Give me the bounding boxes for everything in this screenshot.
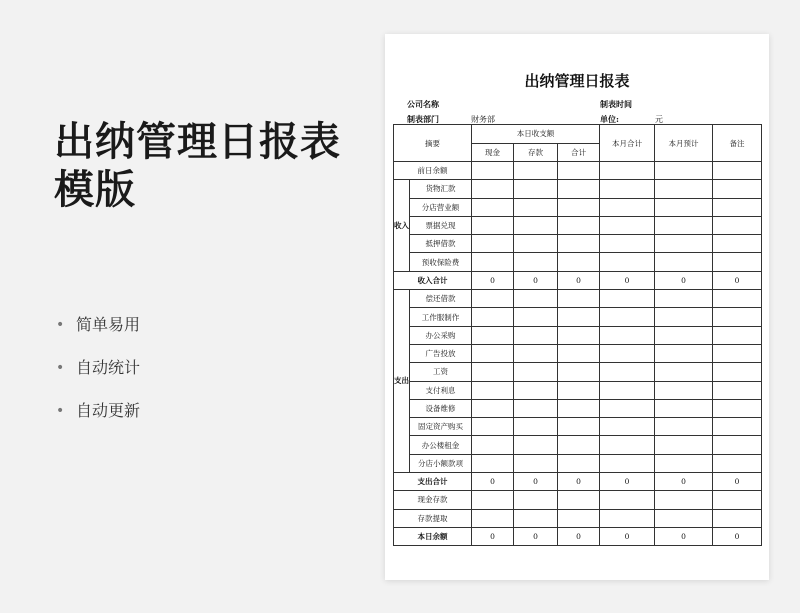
table-row <box>394 308 762 326</box>
cell-value: 0 <box>655 271 713 289</box>
bullet-icon: • <box>56 317 65 333</box>
table-row <box>394 454 762 472</box>
feature-list <box>56 312 140 441</box>
row-label: 分店营业额 <box>410 198 472 216</box>
feature-item <box>56 312 140 355</box>
cell-value: 0 <box>600 527 655 545</box>
cell-value: 0 <box>655 473 713 491</box>
feature-label: 自动更新 <box>76 401 141 420</box>
header-remark: 备注 <box>713 125 762 162</box>
table-row <box>394 363 762 381</box>
header-cash: 现金 <box>472 143 514 162</box>
cell-value: 0 <box>713 473 762 491</box>
table-row <box>394 399 762 417</box>
row-label: 本日余额 <box>394 527 472 545</box>
table-row <box>394 509 762 527</box>
expense-section-label: 支出 <box>394 290 410 473</box>
company-name-label: 公司名称 <box>407 99 439 109</box>
table-row <box>394 162 762 180</box>
cell-value: 0 <box>514 473 558 491</box>
unit-value: 元 <box>655 115 663 124</box>
row-label: 支出合计 <box>394 473 472 491</box>
header-today-group: 本日收支额 <box>472 125 600 144</box>
table-row <box>394 235 762 253</box>
row-label: 现金存款 <box>394 491 472 509</box>
header-month-budget: 本月预计 <box>655 125 713 162</box>
table-row <box>394 436 762 454</box>
cell-value: 0 <box>472 527 514 545</box>
feature-item <box>56 355 140 398</box>
row-label: 支付利息 <box>410 381 472 399</box>
row-label: 广告投放 <box>410 344 472 362</box>
row-label: 办公采购 <box>410 326 472 344</box>
row-label: 分店小额款项 <box>410 454 472 472</box>
table-row <box>394 491 762 509</box>
row-label: 预收保险费 <box>410 253 472 271</box>
cell-value: 0 <box>558 473 600 491</box>
unit-label: 单位: <box>600 114 619 124</box>
cell-value: 0 <box>600 271 655 289</box>
income-section-label: 收入 <box>394 180 410 271</box>
row-label: 固定资产购买 <box>410 418 472 436</box>
hero-title <box>54 118 341 214</box>
table-row <box>394 198 762 216</box>
cell-value: 0 <box>472 473 514 491</box>
today-balance-row <box>394 527 762 545</box>
table-row <box>394 418 762 436</box>
table-header-row <box>394 125 762 144</box>
feature-label: 简单易用 <box>76 315 141 334</box>
bullet-icon: • <box>56 403 65 419</box>
department-value: 财务部 <box>471 115 495 124</box>
cell-value: 0 <box>600 473 655 491</box>
document-page <box>385 34 769 580</box>
expense-total-row <box>394 473 762 491</box>
report-time-label: 制表时间 <box>600 99 632 109</box>
row-label: 偿还借款 <box>410 290 472 308</box>
table-row <box>394 344 762 362</box>
row-label: 工作服制作 <box>410 308 472 326</box>
feature-item <box>56 398 140 441</box>
cash-ledger-table <box>393 124 762 546</box>
row-label: 工资 <box>410 363 472 381</box>
cell-value: 0 <box>713 527 762 545</box>
cell-value: 0 <box>558 271 600 289</box>
feature-label: 自动统计 <box>76 358 141 377</box>
table-row <box>394 180 762 198</box>
row-label: 办公楼租金 <box>410 436 472 454</box>
header-month-total: 本月合计 <box>600 125 655 162</box>
cell-value: 0 <box>472 271 514 289</box>
bullet-icon: • <box>56 360 65 376</box>
income-total-row <box>394 271 762 289</box>
cell-value: 0 <box>558 527 600 545</box>
header-deposit: 存款 <box>514 143 558 162</box>
cell-value: 0 <box>655 527 713 545</box>
row-label: 收入合计 <box>394 271 472 289</box>
row-label: 票据兑现 <box>410 216 472 234</box>
cell-value: 0 <box>514 271 558 289</box>
row-label: 货物汇款 <box>410 180 472 198</box>
cell-value: 0 <box>713 271 762 289</box>
row-label: 抵押借款 <box>410 235 472 253</box>
table-row <box>394 290 762 308</box>
document-title: 出纳管理日报表 <box>524 72 630 90</box>
hero-title-line-1: 出纳管理日报表 <box>54 119 341 165</box>
cell-value: 0 <box>514 527 558 545</box>
table-row <box>394 253 762 271</box>
header-total: 合计 <box>558 143 600 162</box>
table-row <box>394 326 762 344</box>
row-label: 存款提取 <box>394 509 472 527</box>
table-row <box>394 216 762 234</box>
hero-title-line-2: 模版 <box>54 167 136 213</box>
department-label: 制表部门 <box>407 114 439 124</box>
row-label: 设备维修 <box>410 399 472 417</box>
header-summary: 摘要 <box>394 125 472 162</box>
row-label: 前日余额 <box>394 162 472 180</box>
table-row <box>394 381 762 399</box>
